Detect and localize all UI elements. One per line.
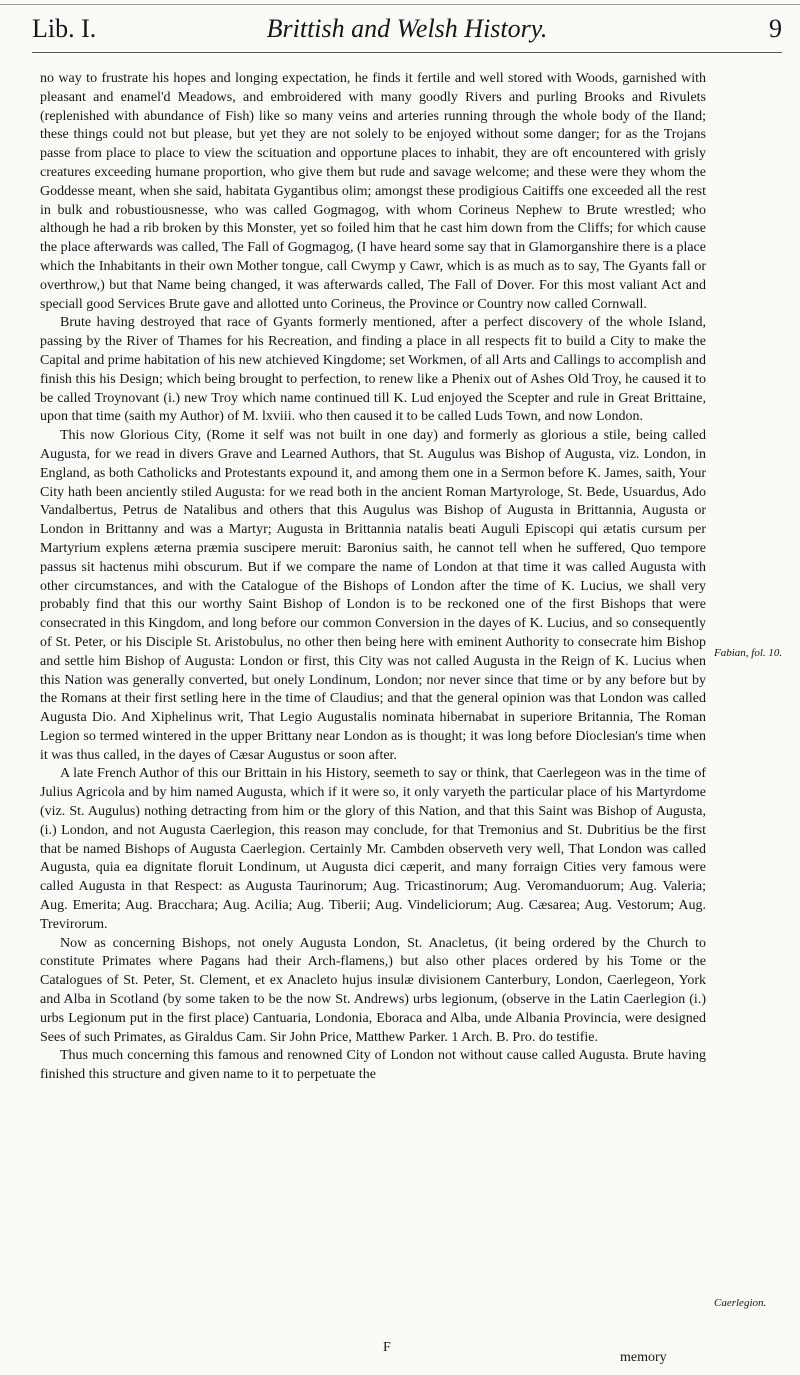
- margin-note-caerlegion: Caerlegion.: [714, 1297, 767, 1309]
- header-rule: [32, 52, 782, 53]
- running-title: Brittish and Welsh History.: [266, 14, 548, 43]
- book-number: Lib. I.: [32, 14, 97, 43]
- paragraph: A late French Author of this our Brittain in his History, seemeth to say or think, that Caerlegeon was in the time of Julius Agricola and by him named Augusta, which if it were so, it only varyeth the particular place of his Martyrdome (viz. St. Augulus) nothing detracting from him or the glory of this Nation, and that this Saint was Bishop of Augusta, (i.) London, and not Augusta Caerlegion, this reason may conclude, for that Tremonius and St. Dubritius be the first that be named Bishops of Augusta Caerlegion. Certainly Mr. Cambden observeth very well, That London was called Augusta, quia ea dignitate floruit Londinum, ut Augusta dici cæperit, and many forraign Cities very famous were called Augusta in that Respect: as Augusta Taurinorum; Aug. Tricastinorum; Aug. Veromanduorum; Aug. Valeria; Aug. Emerita; Aug. Bracchara; Aug. Acilia; Aug. Tiberii; Aug. Vindeliciorum; Aug. Cæsarea; Aug. Vestorum; Aug. Trevirorum.: [40, 766, 706, 932]
- running-header: [32, 14, 782, 62]
- catchword: memory: [620, 1350, 667, 1365]
- paragraph: This now Glorious City, (Rome it self was not built in one day) and formerly as glorious a stile, being called Augusta, for we read in divers Grave and Learned Authors, that St. Augulus was Bishop of Augusta, viz. London, in England, as both Catholicks and Protestants expound it, and among them one in a Sermon before K. James, saith, Your City hath been anciently stiled Augusta: for we read both in the ancient Roman Martyrologe, St. Bede, Usuardus, Ado Vandalbertus, Petrus de Natalibus and others that this Augulus was Bishop of Augusta in Brittannia, Augusta or London in Brittanny and was a Martyr; Augusta in Brittannia natalis beati Auguli Episcopi qui ætatis cursum per Martyrium explens æterna præmia suscipere meruit: Baronius saith, he cannot tell when he suffered, Quo tempore passus sit hactenus mihi obscurum. But if we compare the name of London at that time it was called Augusta with other circumstances, and with the Catalogue of the Bishops of London after the time of K. Lucius, we shall very probably find that this our worthy Saint Bishop of London is to be reckoned one of the first Bishops that were consecrated in this Kingdom, and long before our common Conversion in the dayes of K. Lucius, and so consequently of St. Peter, or his Disciple St. Aristobulus, no other then being here with eminent Authority to consecrate him Bishop and settle him Bishop of Augusta: London or first, this City was not called Augusta in the Reign of K. Lucius when this Nation was generally converted, but onely Londinum, London; nor never since that time or by any before but by the Romans at their first setling here in the time of Claudius; and that the general opinion was that London was called Augusta Dio. And Xiphelinus writ, That Legio Augustalis nominata hibernabat in superiore Britannia, The Roman Legion so termed wintered in the upper Brittany near London as is thought; it was long before Dioclesian's time when it was thus called, in the dayes of Cæsar Augustus or soon after.: [40, 428, 706, 763]
- signature-mark: F: [383, 1340, 391, 1355]
- body-text: [40, 70, 706, 1085]
- paragraph: Now as concerning Bishops, not onely Augusta London, St. Anacletus, (it being ordered by the Church to constitute Primates where Pagans had their Arch-flamens,) but also other places ordered by his Tome or the Catalogues of St. Peter, St. Clement, et ex Anacleto hujus insulæ divisionem Canterbury, London, Caerlegeon, York and Alba in Scotland (by some taken to be the now St. Andrews) urbs legionum, (observe in the Latin Caerlegion (i.) urbs Legionum put in the first place) Cantuaria, Londonia, Eboraca and Alba, unde Albania Provincia, were designed Sees of such Primates, as Giraldus Cam. Sir John Price, Matthew Parker. 1 Arch. B. Pro. do testifie.: [40, 935, 706, 1045]
- paragraph: Brute having destroyed that race of Gyants formerly mentioned, after a perfect discovery of the whole Island, passing by the River of Thames for his Recreation, and finding a place in all respects fit to build a City to make the Capital and prime habitation of his new atchieved Kingdome; set Workmen, of all Arts and Callings to accomplish and finish this his Design; which being brought to perfection, to renew like a Phenix out of Ashes Old Troy, he caused it to be called Troynovant (i.) new Troy which name continued till K. Lud enjoyed the Scepter and rule in Great Brittaine, upon that time (saith my Author) of M. lxviii. who then caused it to be called Luds Town, and now London.: [40, 315, 706, 425]
- paragraph: no way to frustrate his hopes and longing expectation, he finds it fertile and well stored with Woods, garnished with pleasant and enamel'd Meadows, and embroidered with many goodly Rivers and purling Brooks and Rivulets (replenished with abundance of Fish) like so many veins and arteries running through the whole body of the Iland; these things could not but please, but yet they are not solely to be enjoyed without some danger; for as the Trojans passe from place to place to view the scituation and opportune places to inhabit, they are oft encountered with grisly creatures exceeding humane proportion, who give them but rude and savage welcome; and these were they whom the Goddesse meant, when she said, habitata Gygantibus olim; amongst these prodigious Caitiffs one exceeded all the rest in bulk and robustiousnesse, who was called Gogmagog, with whom Corineus Nephew to Brute wrestled; who although he had a rib broken by this Monster, yet so foiled him that he cast him down from the Cliffs; for which cause the place afterwards was called, The Fall of Gogmagog, (I have heard some say that in Glamorganshire there is a place which the Inhabitants in their own Mother tongue, call Cwymp y Cawr, which is as much as to say, The Gyants fall or overthrow,) but that Name being changed, it was afterwards called, The Fall of Dover. For this most valiant Act and speciall good Services Brute gave and allotted unto Corineus, the Province or Country now called Cornwall.: [40, 71, 706, 312]
- paragraph: Thus much concerning this famous and renowned City of London not without cause called Augusta. Brute having finished this structure and given name to it to perpetuate the: [40, 1048, 706, 1083]
- margin-note-fabian: Fabian, fol. 10.: [714, 647, 783, 659]
- page-number: 9: [769, 14, 782, 43]
- top-rule: [0, 4, 800, 5]
